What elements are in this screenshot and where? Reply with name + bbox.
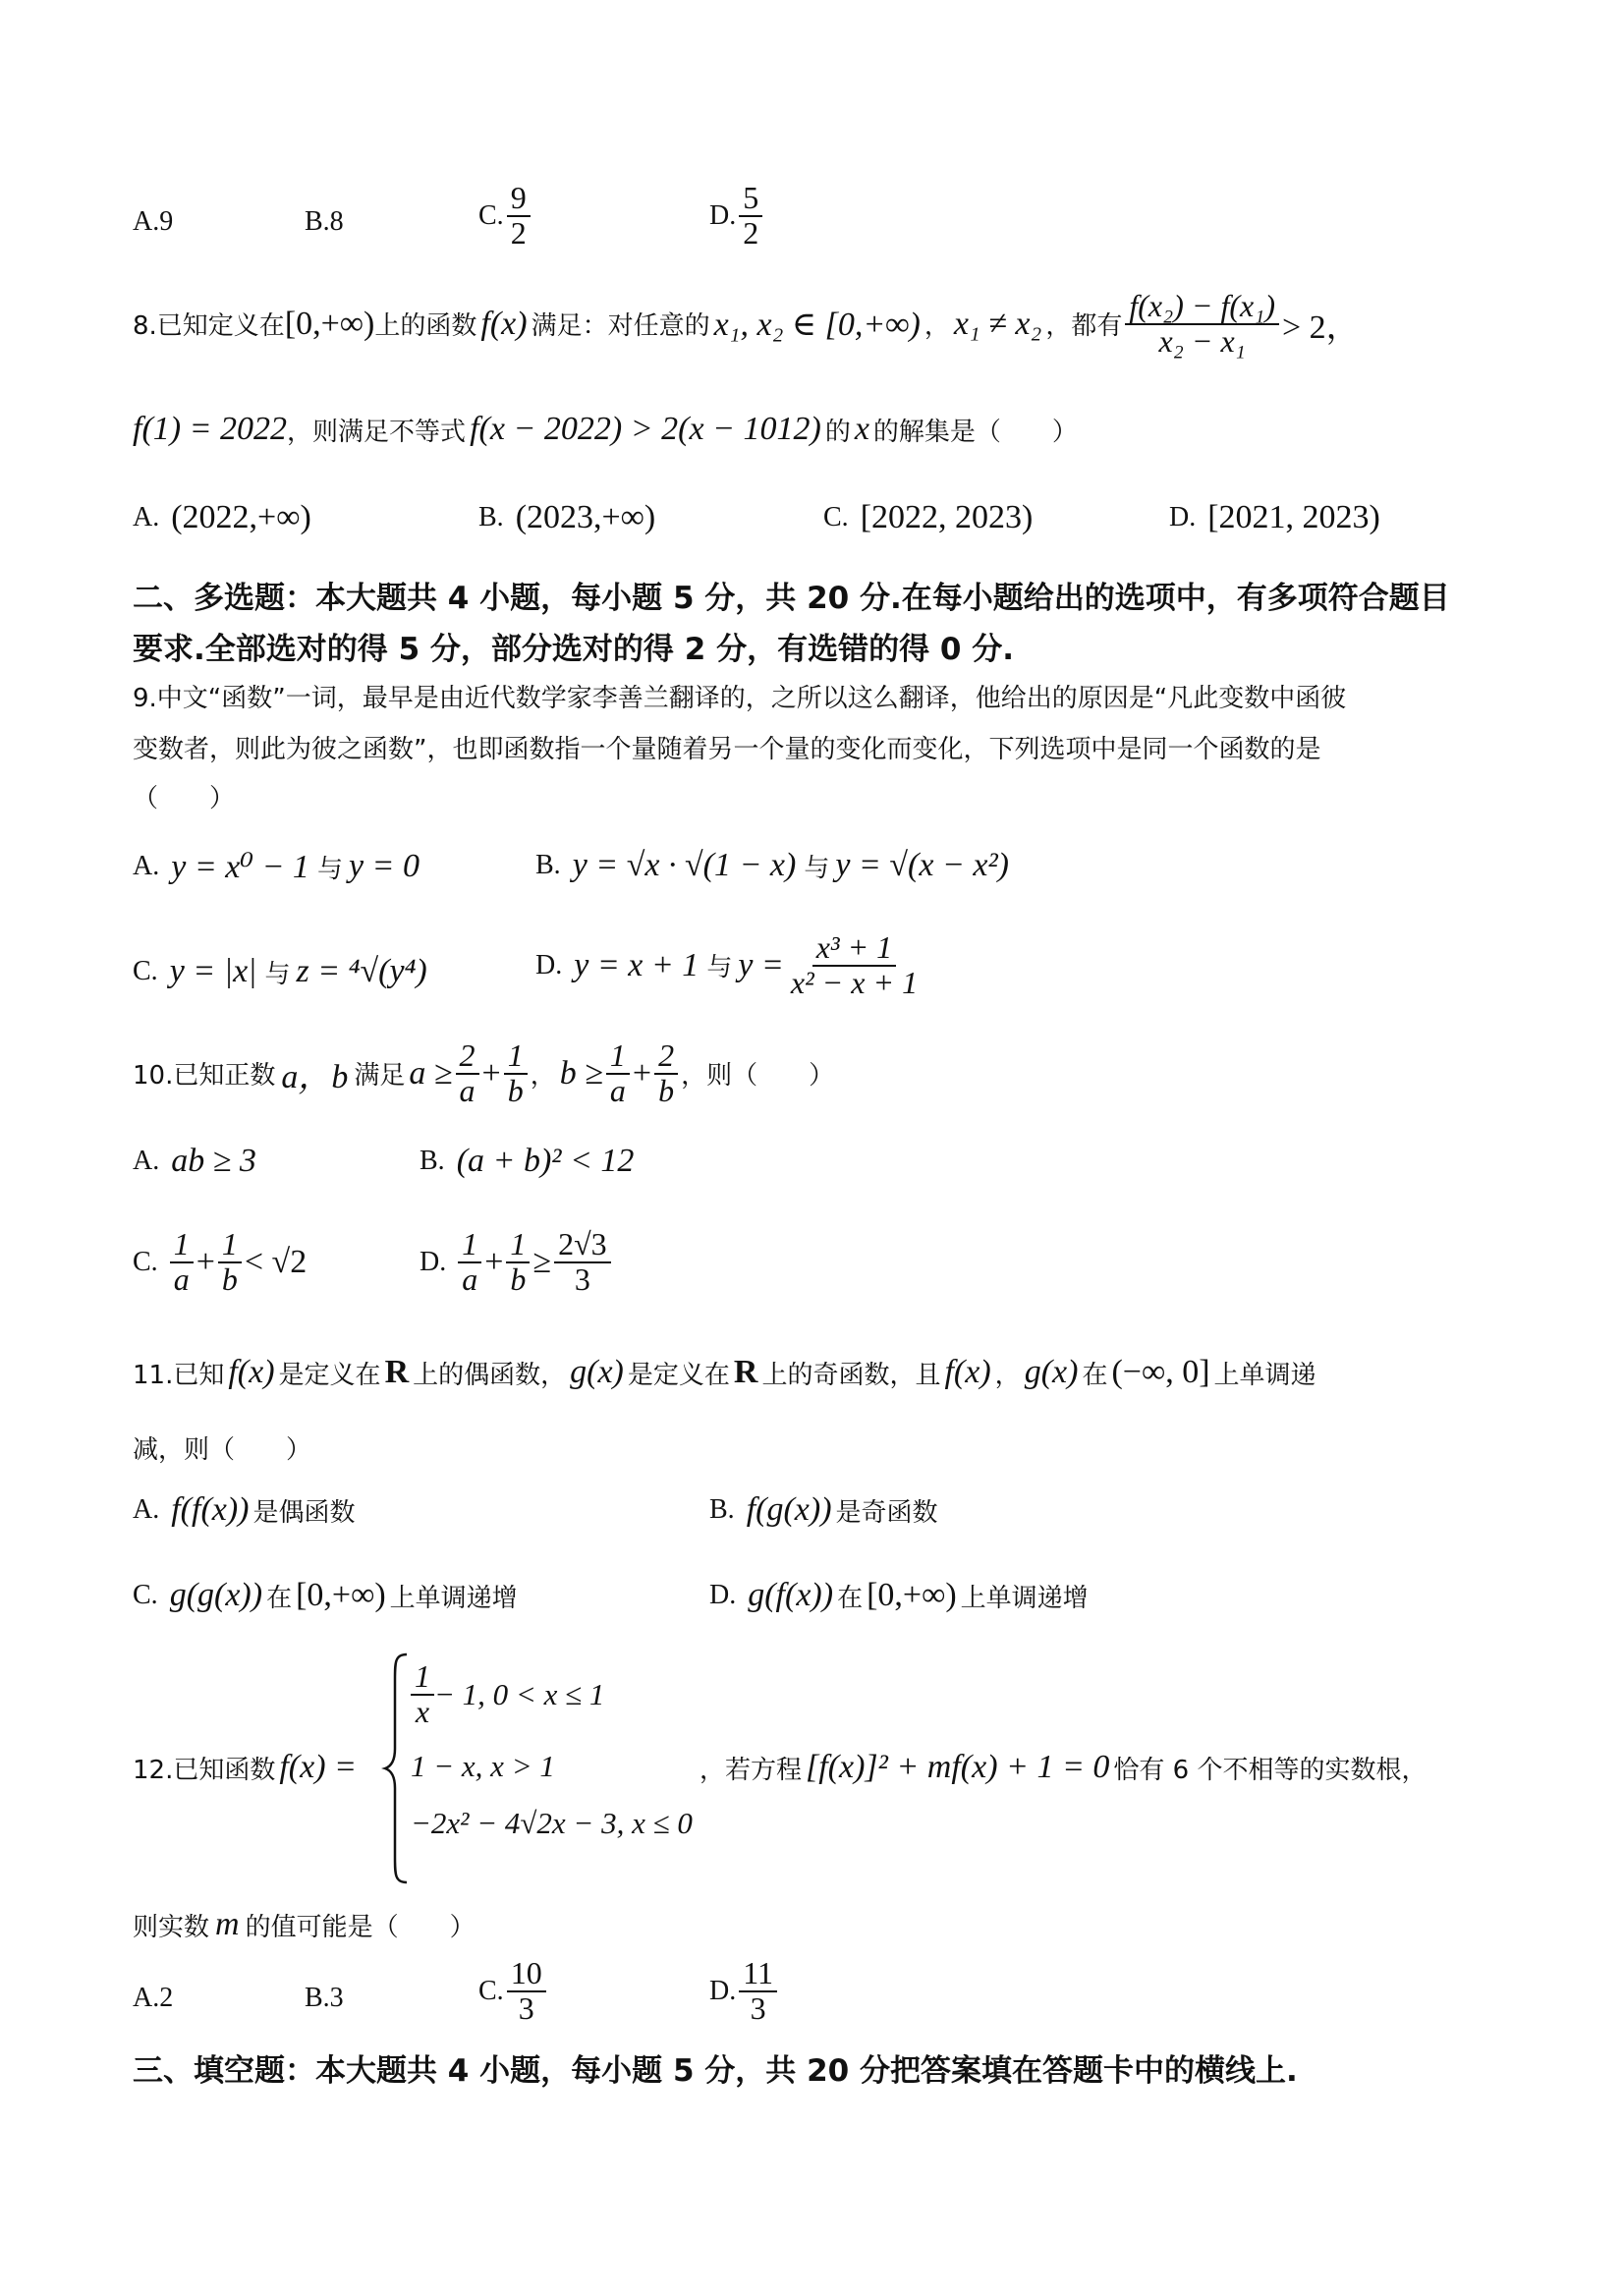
q10-stem: 10.已知正数 a，b 满足 a ≥ $\frac{2}{a}$ + $\frac{1}{b}$ ， b ≥ $\frac{1}{a}$ + $\frac{2}{b}$ ，则（ ） bbox=[133, 1037, 835, 1108]
q7-option-a: A.9 bbox=[133, 206, 174, 237]
q10-i2-d1: a bbox=[609, 1072, 626, 1108]
q8-line1 bbox=[133, 290, 1360, 358]
q9-option-a bbox=[133, 847, 420, 886]
q9-option-c bbox=[133, 953, 427, 990]
q8-option-c bbox=[823, 499, 1033, 536]
q12-text-c: 恰有 6 个不相等的实数根， bbox=[1113, 1755, 1427, 1785]
q8-text-g: 的 bbox=[824, 417, 851, 447]
q9-d-lhs: y = bbox=[738, 946, 784, 983]
q8-text-f: ，则满足不等式 bbox=[287, 417, 467, 447]
q8-text-a: 8.已知定义在 bbox=[133, 311, 285, 342]
q10-ineq2-lhs: b ≥ bbox=[559, 1054, 603, 1092]
q10-ineq2-frac2 bbox=[654, 1039, 678, 1107]
q8-b-label: B. bbox=[478, 502, 504, 532]
q8-text-b: 上的函数 bbox=[374, 311, 477, 342]
q8-text-e: ，都有 bbox=[1045, 311, 1123, 342]
q12-option-d bbox=[709, 1957, 780, 2025]
q9-line3: （ ） bbox=[133, 784, 236, 813]
q12-c-num: 10 bbox=[507, 1957, 546, 1992]
q10-text-b: 满足 bbox=[354, 1061, 406, 1092]
q10-option-c: C. $\frac{1}{a}$ + $\frac{1}{b}$ < √2 bbox=[133, 1226, 308, 1297]
q11-line2: 减，则（ ） bbox=[133, 1435, 312, 1465]
q12-stem-left bbox=[133, 1749, 357, 1786]
q10-b-label: B. bbox=[420, 1146, 445, 1176]
q12-text-e: 的值可能是（ ） bbox=[245, 1912, 476, 1942]
q12-c-den: 3 bbox=[518, 1989, 534, 2026]
q10-c-n2: 1 bbox=[218, 1228, 242, 1263]
q11-a-expr: f(f(x)) bbox=[171, 1491, 250, 1528]
q8-text-h: 的解集是（ ） bbox=[872, 417, 1078, 447]
section2-heading-line2: 要求.全部选对的得 5 分，部分选对的得 2 分，有选错的得 0 分. bbox=[133, 632, 1015, 667]
q8-inequality: f(x − 2022) > 2(x − 1012) bbox=[470, 411, 821, 447]
q8-f: f(x) bbox=[480, 305, 528, 342]
q8-interval: [0,+∞) bbox=[284, 305, 375, 342]
q8-option-d bbox=[1169, 499, 1380, 536]
q10-option-a bbox=[133, 1143, 256, 1180]
q7-option-c bbox=[478, 182, 533, 250]
q12-c1-num: 1 bbox=[411, 1660, 434, 1696]
q8-c-label: C. bbox=[823, 502, 849, 532]
q10-vars: a，b bbox=[281, 1059, 349, 1096]
q12-case1-frac bbox=[411, 1660, 434, 1728]
q12-text-d: 则实数 bbox=[133, 1912, 210, 1942]
q10-ineq2-frac1 bbox=[606, 1039, 630, 1107]
q11-text-e: 上的奇函数，且 bbox=[761, 1360, 941, 1390]
q10-sep: ， bbox=[530, 1061, 556, 1092]
q12-equation: [f(x)]² + mf(x) + 1 = 0 bbox=[806, 1749, 1110, 1785]
q11-text-g: 上单调递 bbox=[1213, 1360, 1316, 1390]
q9-c-label: C. bbox=[133, 956, 158, 986]
q8-a-label: A. bbox=[133, 502, 160, 532]
q8-c-val: [2022, 2023) bbox=[860, 499, 1034, 535]
q9-a-expr2: y = 0 bbox=[348, 848, 420, 884]
q10-c-tail: < √2 bbox=[244, 1243, 308, 1280]
q10-i2-n1: 1 bbox=[606, 1039, 630, 1075]
q7-option-d-fraction bbox=[739, 182, 762, 250]
q11-text-f: 在 bbox=[1082, 1360, 1108, 1390]
q11-option-a bbox=[133, 1491, 356, 1529]
q11-option-b bbox=[709, 1491, 938, 1529]
q10-i2-n2: 2 bbox=[654, 1039, 678, 1075]
q10-i1-d2: b bbox=[507, 1072, 524, 1108]
q10-c-label: C. bbox=[133, 1246, 158, 1277]
q9-c-expr2: z = ⁴√(y⁴) bbox=[296, 953, 427, 989]
q12-case3: −2x² − 4√2x − 3, x ≤ 0 bbox=[411, 1806, 693, 1840]
q9-d-num: x³ + 1 bbox=[812, 931, 896, 967]
q10-ineq1-frac2 bbox=[504, 1039, 528, 1107]
q8-fraction bbox=[1125, 290, 1279, 358]
q9-b-and: 与 bbox=[804, 853, 830, 883]
q8-condition: f(1) = 2022 bbox=[133, 411, 288, 447]
q10-a-label: A. bbox=[133, 1146, 160, 1176]
q10-i2-d2: b bbox=[658, 1072, 675, 1108]
q9-option-d bbox=[535, 931, 924, 999]
q11-sep: ， bbox=[994, 1360, 1021, 1390]
q9-d-label: D. bbox=[535, 949, 563, 980]
q11-option-d bbox=[709, 1577, 1089, 1614]
q9-b-expr2: y = √(x − x²) bbox=[835, 847, 1009, 883]
q10-c-n1: 1 bbox=[170, 1228, 194, 1263]
q9-d-den: x² − x + 1 bbox=[790, 964, 919, 1000]
q12-m: m bbox=[215, 1906, 240, 1942]
q11-b-label: B. bbox=[709, 1494, 735, 1525]
q11-option-c bbox=[133, 1577, 518, 1614]
q7-c-den: 2 bbox=[510, 214, 527, 251]
q10-d-frac2 bbox=[506, 1228, 530, 1296]
q9-d-expr: y = x + 1 bbox=[574, 946, 700, 983]
q12-d-frac bbox=[739, 1957, 777, 2025]
q7-d-den: 2 bbox=[743, 214, 759, 251]
q10-c-frac1 bbox=[170, 1228, 194, 1296]
q11-a-label: A. bbox=[133, 1494, 160, 1525]
q12-case1 bbox=[411, 1660, 604, 1728]
q12-d-num: 11 bbox=[739, 1957, 777, 1992]
q8-option-a bbox=[133, 499, 311, 536]
q11-b-text: 是奇函数 bbox=[835, 1497, 938, 1528]
q12-d-label: D. bbox=[709, 1975, 737, 2006]
q9-c-expr: y = |x| bbox=[169, 953, 257, 989]
q12-option-a: A.2 bbox=[133, 1983, 174, 2013]
q11-f2: f(x) bbox=[944, 1354, 991, 1390]
q12-text-b: ，若方程 bbox=[700, 1755, 803, 1785]
q11-R: R bbox=[384, 1354, 410, 1390]
section3-heading: 三、填空题：本大题共 4 小题，每小题 5 分，共 20 分把答案填在答题卡中的横线上. bbox=[133, 2053, 1298, 2089]
q10-d-n1: 1 bbox=[458, 1228, 481, 1263]
q10-d-frac3 bbox=[554, 1228, 611, 1296]
q10-i1-n2: 1 bbox=[504, 1039, 528, 1075]
q11-c-expr: g(g(x)) bbox=[169, 1577, 263, 1613]
q8-d-val: [2021, 2023) bbox=[1207, 499, 1380, 535]
q11-c-interval: [0,+∞) bbox=[296, 1577, 386, 1613]
q11-c-label: C. bbox=[133, 1580, 158, 1610]
q10-text-a: 10.已知正数 bbox=[133, 1061, 276, 1092]
q10-c-d2: b bbox=[221, 1260, 238, 1297]
q10-d-n2: 1 bbox=[506, 1228, 530, 1263]
q10-d-ge: ≥ bbox=[532, 1243, 552, 1280]
q11-c-text2: 上单调递增 bbox=[389, 1583, 518, 1613]
q11-text-a: 11.已知 bbox=[133, 1360, 225, 1390]
q8-x: x bbox=[854, 411, 869, 447]
q8-a-val: (2022,+∞) bbox=[171, 499, 311, 535]
q11-d-expr: g(f(x)) bbox=[748, 1577, 834, 1613]
q9-a-label: A. bbox=[133, 851, 160, 881]
q12-c-frac bbox=[507, 1957, 546, 2025]
q12-c1-tail: − 1, 0 < x ≤ 1 bbox=[434, 1676, 605, 1711]
q8-option-b bbox=[478, 499, 655, 536]
q8-b-val: (2023,+∞) bbox=[515, 499, 656, 535]
q10-d-d3: 3 bbox=[574, 1260, 590, 1297]
q9-option-b bbox=[535, 847, 1009, 884]
q10-a-expr: ab ≥ 3 bbox=[171, 1143, 256, 1179]
q7-option-b: B.8 bbox=[305, 206, 344, 237]
q7-option-c-label: C. bbox=[478, 199, 504, 231]
q10-c-d1: a bbox=[173, 1260, 190, 1297]
q10-d-n3: 2√3 bbox=[554, 1228, 611, 1263]
q9-c-and: 与 bbox=[264, 959, 291, 989]
q12-case2: 1 − x, x > 1 bbox=[411, 1749, 555, 1783]
q11-line1 bbox=[133, 1354, 1316, 1391]
q8-vars: x₁, x₂ ∈ [0,+∞) bbox=[713, 306, 921, 343]
q10-c-frac2 bbox=[218, 1228, 242, 1296]
q10-i1-n1: 2 bbox=[456, 1039, 479, 1075]
q10-d-frac1 bbox=[458, 1228, 481, 1296]
q10-b-expr: (a + b)² < 12 bbox=[456, 1143, 635, 1179]
q10-d-d2: b bbox=[510, 1260, 527, 1297]
q9-a-expr: y = x⁰ − 1 bbox=[171, 849, 309, 885]
q9-line1: 9.中文“函数”一词，最早是由近代数学家李善兰翻译的，之所以这么翻译，他给出的原因是“凡此变数中函彼 bbox=[133, 684, 1347, 713]
q12-option-b: B.3 bbox=[305, 1983, 344, 2013]
q12-line2 bbox=[133, 1906, 476, 1943]
q8-text-d: ， bbox=[923, 311, 950, 342]
q11-g: g(x) bbox=[570, 1354, 624, 1390]
q8-d-label: D. bbox=[1169, 502, 1197, 532]
q7-c-num: 9 bbox=[507, 182, 531, 217]
q9-b-expr: y = √x · √(1 − x) bbox=[572, 847, 797, 883]
q11-text-d: 是定义在 bbox=[627, 1360, 730, 1390]
q11-d-text1: 在 bbox=[837, 1583, 864, 1613]
q10-ineq1-lhs: a ≥ bbox=[409, 1054, 453, 1092]
q7-option-d-label: D. bbox=[709, 199, 737, 231]
q8-frac-den: x₂ − x₁ bbox=[1158, 322, 1246, 359]
q11-d-interval: [0,+∞) bbox=[867, 1577, 957, 1613]
q11-g2: g(x) bbox=[1024, 1354, 1079, 1390]
q12-stem-right bbox=[700, 1749, 1427, 1786]
q11-d-label: D. bbox=[709, 1580, 737, 1610]
q7-option-d bbox=[709, 182, 765, 250]
q8-frac-tail: > 2， bbox=[1282, 309, 1360, 347]
q12-c1-den: x bbox=[415, 1693, 430, 1729]
q11-text-b: 是定义在 bbox=[278, 1360, 381, 1390]
q11-text-c: 上的偶函数， bbox=[413, 1360, 567, 1390]
q12-text-a: 12.已知函数 bbox=[133, 1755, 276, 1785]
q11-b-expr: f(g(x)) bbox=[746, 1491, 832, 1528]
q8-neq: x₁ ≠ x₂ bbox=[953, 305, 1042, 342]
section2-heading-line1: 二、多选题：本大题共 4 小题，每小题 5 分，共 20 分.在每小题给出的选项中，有多项符合题目 bbox=[133, 581, 1450, 616]
q12-d-den: 3 bbox=[750, 1989, 766, 2026]
q9-b-label: B. bbox=[535, 850, 561, 880]
q8-frac-num: f(x₂) − f(x₁) bbox=[1125, 290, 1279, 325]
q11-c-text1: 在 bbox=[266, 1583, 293, 1613]
q9-line2: 变数者，则此为彼之函数”，也即函数指一个量随着另一个量的变化而变化，下列选项中是同一个函数的是 bbox=[133, 735, 1321, 764]
q12-f: f(x) = bbox=[279, 1749, 357, 1785]
q12-option-c bbox=[478, 1957, 549, 2025]
q11-R2: R bbox=[733, 1354, 758, 1390]
q9-d-fraction bbox=[787, 931, 922, 999]
q11-d-text2: 上单调递增 bbox=[960, 1583, 1089, 1613]
q8-text-c: 满足：对任意的 bbox=[531, 311, 710, 342]
q10-i1-d1: a bbox=[459, 1072, 476, 1108]
q12-brace bbox=[381, 1651, 411, 1886]
q10-option-d: D. $\frac{1}{a}$ + $\frac{1}{b}$ ≥ $\frac{2√3}{3}$ bbox=[420, 1228, 614, 1296]
q11-a-text: 是偶函数 bbox=[252, 1497, 356, 1528]
q12-c-label: C. bbox=[478, 1975, 504, 2006]
q10-text-c: ，则（ ） bbox=[681, 1061, 835, 1092]
q9-a-and: 与 bbox=[316, 854, 343, 884]
q8-line2 bbox=[133, 411, 1078, 448]
q10-d-d1: a bbox=[462, 1260, 478, 1297]
q11-interval: (−∞, 0] bbox=[1111, 1354, 1210, 1390]
q11-f: f(x) bbox=[228, 1354, 275, 1390]
q9-d-and: 与 bbox=[706, 953, 733, 983]
q10-option-b bbox=[420, 1143, 634, 1180]
q10-d-label: D. bbox=[420, 1246, 447, 1277]
q7-option-c-fraction bbox=[507, 182, 531, 250]
q7-d-num: 5 bbox=[739, 182, 762, 217]
q10-ineq1-frac1 bbox=[456, 1039, 479, 1107]
